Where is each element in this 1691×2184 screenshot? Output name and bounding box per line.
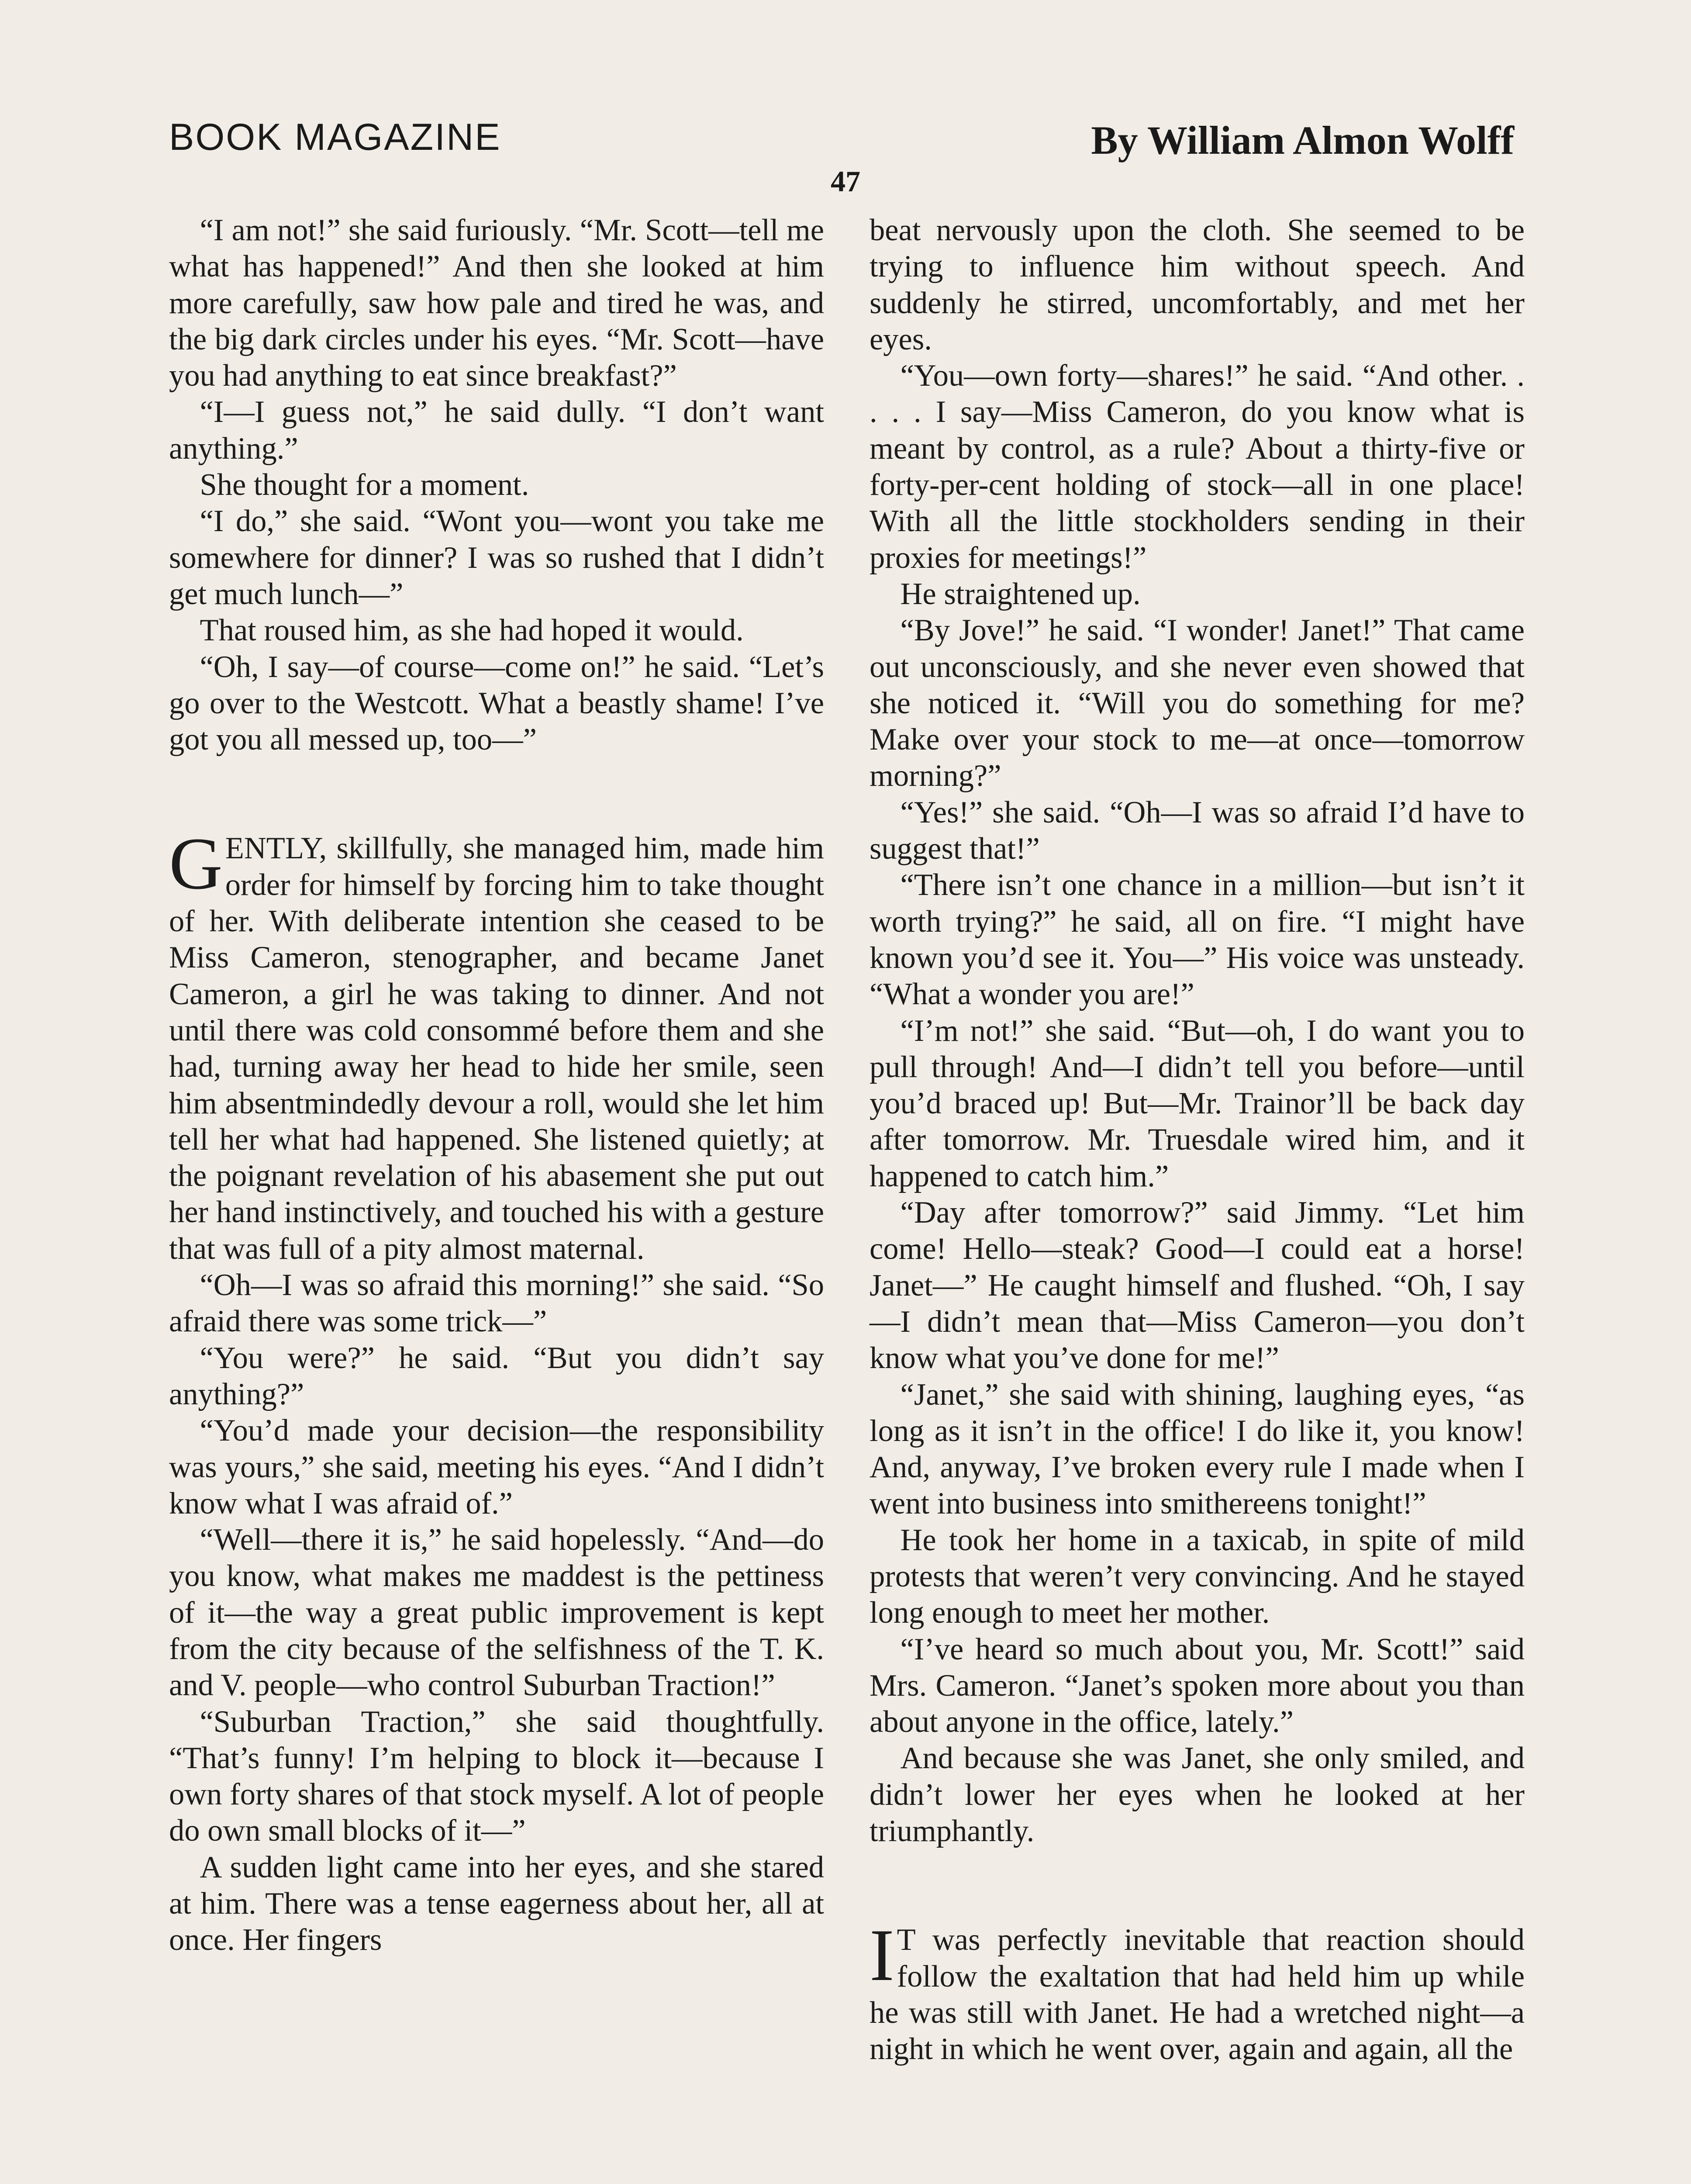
paragraph: “I’ve heard so much about you, Mr. Scott!” said Mrs. Cameron. “Janet’s spoken more about you than about anyone in the office, lately.” bbox=[870, 1632, 1525, 1739]
paragraph: “You’d made your decision—the responsibility was yours,” she said, meeting his eyes. “And I didn’t know what I was afraid of.” bbox=[169, 1413, 824, 1521]
drop-cap: G bbox=[169, 822, 223, 905]
paragraph: “I am not!” she said furiously. “Mr. Scott—tell me what has happened!” And then she looked at him more carefully, saw how pale and tired he was, and the big dark circles under his eyes. “Mr. Scott—have you had anything to eat since breakfast?” bbox=[169, 213, 824, 393]
running-head-author: By William Almon Wolff bbox=[1091, 118, 1514, 162]
paragraph: “I’m not!” she said. “But—oh, I do want you to pull through! And—I didn’t tell you before—until you’d braced up! But—Mr. Trainor’ll be back day after tomorrow. Mr. Truesdale wired him, and it happened to catch him.” bbox=[870, 1013, 1525, 1193]
paragraph: “I—I guess not,” he said dully. “I don’t want anything.” bbox=[169, 395, 824, 466]
paragraph: “Well—there it is,” he said hopelessly. “And—do you know, what makes me maddest is the pettiness of it—the way a great public improvement is kept from the city because of the selfishness of the T. K. and V. people—who control Suburban Traction!” bbox=[169, 1523, 824, 1703]
paragraph-text: T was perfectly inevitable that reaction should follow the exaltation that had held him up while he was still with Janet. He had a wretched night—a night in which he went over, again and again, all the bbox=[870, 1923, 1525, 2067]
section-opening-paragraph bbox=[169, 822, 824, 1267]
text-column-left bbox=[169, 212, 824, 1959]
paragraph: He straightened up. bbox=[900, 577, 1141, 611]
paragraph: That roused him, as she had hoped it would. bbox=[200, 613, 744, 648]
page-number: 47 bbox=[831, 165, 860, 198]
paragraph-continued: beat nervously upon the cloth. She seemed to be trying to influence him without speech. And suddenly he stirred, uncomfortably, and met her eyes. bbox=[870, 213, 1525, 356]
paragraph: “I do,” she said. “Wont you—wont you take me somewhere for dinner? I was so rushed that I didn’t get much lunch—” bbox=[169, 504, 824, 611]
paragraph: “Suburban Traction,” she said thoughtfully. “That’s funny! I’m helping to block it—because I own forty shares of that stock myself. A lot of people do own small blocks of it—” bbox=[169, 1704, 824, 1848]
paragraph: “Oh—I was so afraid this morning!” she said. “So afraid there was some trick—” bbox=[169, 1268, 824, 1339]
paragraph: “You—own forty—shares!” he said. “And other. . . . . I say—Miss Cameron, do you know what is meant by control, as a rule? About a thirty-five or forty-per-cent holding of stock—all in one place! With all the little stockholders sending in their proxies for meetings!” bbox=[870, 359, 1525, 575]
paragraph: “Yes!” she said. “Oh—I was so afraid I’d have to suggest that!” bbox=[870, 795, 1525, 866]
paragraph: And because she was Janet, she only smiled, and didn’t lower her eyes when he looked at her triumphantly. bbox=[870, 1741, 1525, 1849]
paragraph: “Janet,” she said with shining, laughing eyes, “as long as it isn’t in the office! I do like it, you know! And, anyway, I’ve broken every rule I made when I went into business into smithereens tonight!” bbox=[870, 1377, 1525, 1521]
paragraph: “Oh, I say—of course—come on!” he said. “Let’s go over to the Westcott. What a beastly shame! I’ve got you all messed up, too—” bbox=[169, 650, 824, 757]
paragraph: “You were?” he said. “But you didn’t say anything?” bbox=[169, 1341, 824, 1411]
paragraph: “Day after tomorrow?” said Jimmy. “Let him come! Hello—steak? Good—I could eat a horse! Janet—” He caught himself and flushed. “Oh, I say—I didn’t mean that—Miss Cameron—you don’t know what you’ve done for me!” bbox=[870, 1196, 1525, 1375]
paragraph: “By Jove!” he said. “I wonder! Janet!” That came out unconsciously, and she never even showed that she noticed it. “Will you do something for me? Make over your stock to me—at once—tomorrow morning?” bbox=[870, 613, 1525, 793]
running-head-magazine: BOOK MAGAZINE bbox=[169, 116, 501, 158]
paragraph: “There isn’t one chance in a million—but isn’t it worth trying?” he said, all on fire. “I might have known you’d see it. You—” His voice was unsteady. “What a wonder you are!” bbox=[870, 868, 1525, 1012]
section-opening-paragraph bbox=[870, 1914, 1525, 2067]
paragraph: She thought for a moment. bbox=[200, 468, 529, 502]
paragraph: A sudden light came into her eyes, and she stared at him. There was a tense eagerness about her, all at once. Her fingers bbox=[169, 1850, 824, 1957]
text-column-right bbox=[870, 212, 1525, 2068]
paragraph: He took her home in a taxicab, in spite of mild protests that weren’t very convincing. And he stayed long enough to meet her mother. bbox=[870, 1523, 1525, 1630]
paragraph-text: ENTLY, skillfully, she managed him, made him order for himself by forcing him to take thought of her. With deliberate intention she ceased to be Miss Cameron, stenographer, and became Janet Cameron, a girl he was taking to dinner. And not until there was cold consommé before them and she had, turning away her head to hide her smile, seen him absentmindedly devour a roll, would she let him tell her what had happened. She listened quietly; at the poignant revelation of his abasement she put out her hand instinctively, and touched his with a gesture that was full of a pity almost maternal. bbox=[169, 831, 824, 1266]
drop-cap: I bbox=[870, 1914, 894, 1997]
